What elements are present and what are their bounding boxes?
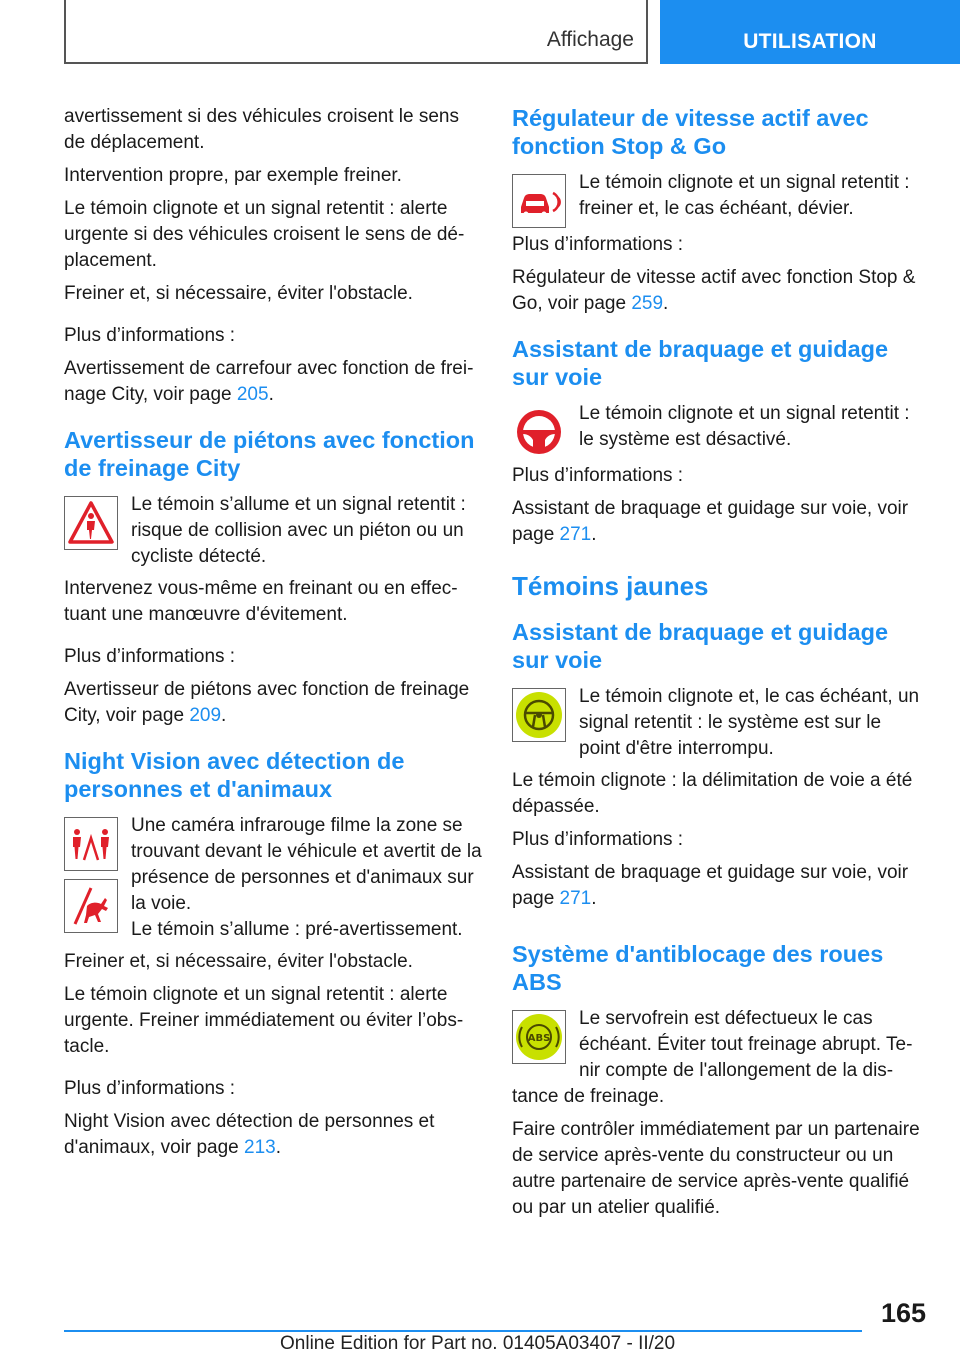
night-vision-animal-icon bbox=[64, 879, 118, 933]
paragraph: Avertisseur de piétons avec fonction de freinage City, voir page 209. bbox=[64, 679, 470, 726]
pedestrian-warning-row bbox=[64, 492, 482, 570]
steering-wheel-yellow-icon bbox=[512, 688, 566, 742]
paragraph: Assistant de braquage et guidage sur voie, voir page 271. bbox=[512, 498, 909, 545]
paragraph: Plus d’informations : bbox=[512, 465, 684, 486]
pedestrian-warning-icon bbox=[64, 496, 118, 550]
icon-description: Le servofrein est défectueux le cas échéant. Éviter tout freinage abrupt. Te‐nir compte de l'allongement de la dis‐ bbox=[579, 1008, 913, 1081]
icon-description: Le témoin clignote et, le cas échéant, un signal retentit : le système est sur le point d'être interrompu. bbox=[579, 686, 920, 759]
page-link-213[interactable]: 213 bbox=[244, 1137, 276, 1158]
paragraph: Faire contrôler immédiatement par un partenaire de service après-vente du constructeur ou un autre partenaire de service après-vente qualifié ou par un atelier qualifié. bbox=[512, 1119, 920, 1218]
paragraph: Intervention propre, par exemple freiner. bbox=[64, 165, 402, 186]
paragraph-text: Night Vision avec détection de personnes et d'animaux, voir page bbox=[64, 1111, 435, 1158]
paragraph: Night Vision avec détection de personnes et d'animaux, voir page 213. bbox=[64, 1111, 435, 1158]
acc-collision-icon bbox=[512, 174, 566, 228]
paragraph: Assistant de braquage et guidage sur voie, voir page 271. bbox=[512, 862, 909, 909]
page-link-271[interactable]: 271 bbox=[559, 524, 592, 545]
section-heading-night-vision: Night Vision avec détection de personnes et d'animaux bbox=[64, 748, 405, 802]
section-heading-acc: Régulateur de vitesse actif avec fonction Stop & Go bbox=[512, 105, 869, 159]
icon-description: Une caméra infrarouge filme la zone se trouvant devant le véhicule et avertit de la présence de personnes et d'animaux sur la voie. bbox=[131, 815, 482, 914]
footer-edition: Online Edition for Part no. 01405A03407 - II/20 bbox=[280, 1333, 676, 1354]
paragraph: Avertissement de carrefour avec fonction de frei‐nage City, voir page 205. bbox=[64, 358, 474, 405]
section-heading-abs: Système d'antiblocage des roues ABS bbox=[512, 941, 884, 995]
abs-warning-row bbox=[512, 1006, 926, 1084]
paragraph: Plus d’informations : bbox=[512, 234, 684, 255]
steering-wheel-red-icon bbox=[512, 405, 566, 459]
paragraph-text: Avertissement de carrefour avec fonction de frei‐nage City, voir page bbox=[64, 358, 474, 405]
paragraph: Plus d’informations : bbox=[64, 646, 236, 667]
page-link-205[interactable]: 205 bbox=[236, 384, 269, 405]
acc-warning-row bbox=[512, 170, 926, 226]
paragraph: Freiner et, si nécessaire, éviter l'obstacle. bbox=[64, 283, 413, 304]
icon-description: Le témoin s’allume et un signal retentit : risque de collision avec un piéton ou un cycliste détecté. bbox=[131, 494, 466, 567]
paragraph: Le témoin clignote : la délimitation de voie a été dépassée. bbox=[512, 770, 913, 817]
night-vision-persons-icon bbox=[64, 817, 118, 871]
paragraph-text: Assistant de braquage et guidage sur voie, voir page bbox=[512, 862, 909, 909]
steering-yellow-row bbox=[512, 684, 926, 762]
icon-description: Le témoin s’allume : pré-avertissement. bbox=[131, 919, 463, 940]
footer-divider bbox=[64, 1330, 862, 1332]
paragraph: Intervenez vous-même en freinant ou en effec‐tuant une manœuvre d'évitement. bbox=[64, 578, 458, 625]
page-link-259[interactable]: 259 bbox=[631, 293, 664, 314]
steering-red-row bbox=[512, 401, 926, 457]
paragraph: tance de freinage. bbox=[512, 1086, 665, 1107]
page-link-271[interactable]: 271 bbox=[559, 888, 592, 909]
page-number: 165 bbox=[880, 1298, 926, 1328]
paragraph-text: Régulateur de vitesse actif avec fonction Stop & Go, voir page bbox=[512, 267, 916, 314]
paragraph-text: Assistant de braquage et guidage sur voie, voir page bbox=[512, 498, 909, 545]
paragraph: Régulateur de vitesse actif avec fonction Stop & Go, voir page 259. bbox=[512, 267, 916, 314]
icon-description: Le témoin clignote et un signal retentit : le système est désactivé. bbox=[579, 403, 910, 450]
section-heading-steering: Assistant de braquage et guidage sur voie bbox=[512, 336, 889, 390]
right-column bbox=[512, 104, 926, 1228]
left-column bbox=[64, 104, 482, 1168]
paragraph: Plus d’informations : bbox=[64, 325, 236, 346]
night-vision-row bbox=[64, 813, 482, 943]
paragraph: Plus d’informations : bbox=[64, 1078, 236, 1099]
section-heading-pedestrian: Avertisseur de piétons avec fonction de freinage City bbox=[64, 427, 475, 481]
section-heading-steering-yellow: Assistant de braquage et guidage sur voie bbox=[512, 619, 889, 673]
page-header bbox=[0, 0, 960, 66]
paragraph-text: Avertisseur de piétons avec fonction de freinage City, voir page bbox=[64, 679, 470, 726]
icon-description: Le témoin clignote et un signal retentit : freiner et, le cas échéant, dévier. bbox=[579, 172, 910, 219]
abs-icon bbox=[512, 1010, 566, 1064]
paragraph: avertissement si des véhicules croisent le sens de déplacement. bbox=[64, 106, 459, 153]
header-section-title: Affichage bbox=[546, 28, 634, 51]
header-chapter-tab: UTILISATION bbox=[660, 0, 960, 64]
paragraph: Freiner et, si nécessaire, éviter l'obstacle. bbox=[64, 951, 413, 972]
paragraph: Le témoin clignote et un signal retentit : alerte urgente. Freiner immédiatement ou éviter l’obs‐tacle. bbox=[64, 984, 464, 1057]
page-link-209[interactable]: 209 bbox=[189, 705, 222, 726]
paragraph: Le témoin clignote et un signal retentit : alerte urgente si des véhicules croisent le sens de dé‐placement. bbox=[64, 198, 465, 271]
paragraph: Plus d’informations : bbox=[512, 829, 684, 850]
abs-icon-label: ABS bbox=[527, 1033, 551, 1044]
section-heading-yellow-lights: Témoins jaunes bbox=[512, 571, 709, 601]
